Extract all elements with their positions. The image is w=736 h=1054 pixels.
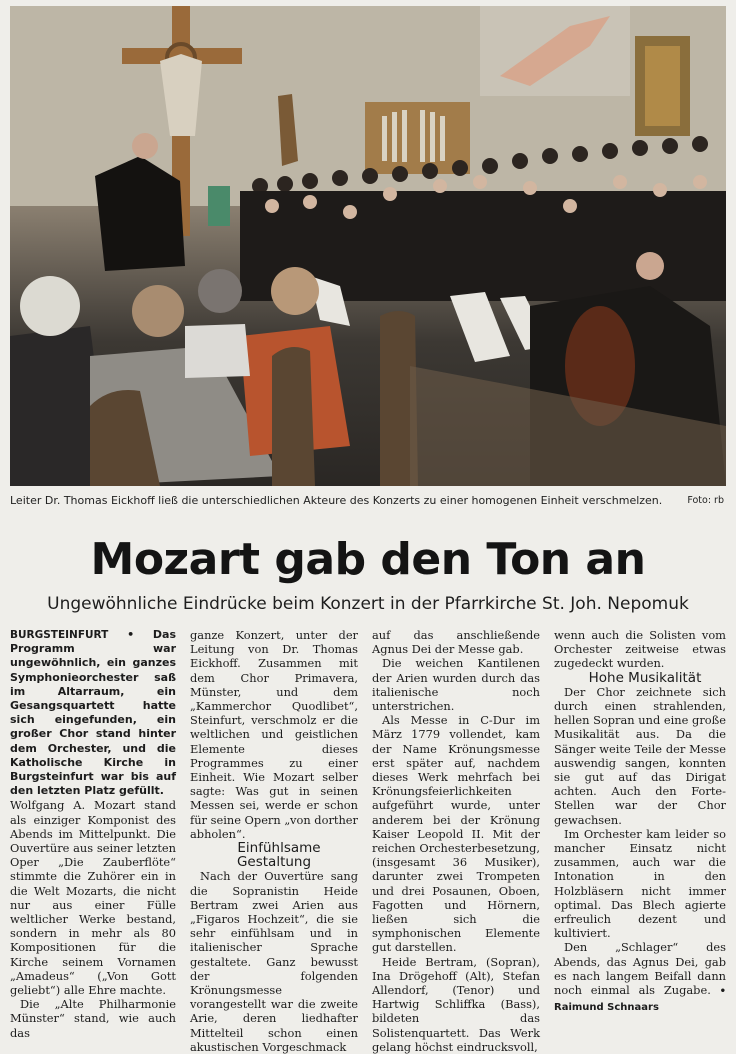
paragraph-text: Den „Schlager“ des Abends, das Agnus Dei, gab es nach langem Beifall dann noch einmal als Zugabe. xyxy=(554,940,726,998)
article-column-3 xyxy=(372,628,540,1054)
section-heading-gestaltung: Einfühlsame Gestaltung xyxy=(236,840,321,871)
paragraph: auf das anschließende Agnus Dei der Messe gab. xyxy=(372,628,540,657)
photo-illustration xyxy=(10,6,726,486)
article-headline: Mozart gab den Ton an xyxy=(90,534,646,585)
dateline: BURGSTEINFURT xyxy=(10,629,109,641)
article-column-2 xyxy=(190,628,358,1054)
paragraph xyxy=(554,940,726,1015)
caption-text: Leiter Dr. Thomas Eickhoff ließ die unterschiedlichen Akteure des Konzerts zu einer homogenen Einheit verschmelzen. xyxy=(10,494,663,507)
paragraph: Die weichen Kantilenen der Arien wurden durch das italienische noch unterstrichen. xyxy=(372,656,540,714)
paragraph: Die „Alte Philharmonie Münster“ stand, wie auch das xyxy=(10,997,176,1040)
paragraph: Heide Bertram, (Sopran), Ina Drögehoff (Alt), Stefan Allendorf, (Tenor) und Hartwig Schliffka (Bass), bildeten das Solistenquartett. Das Werk gelang höchst eindrucksvoll, xyxy=(372,954,540,1054)
paragraph: Nach der Ouvertüre sang die Sopranistin Heide Bertram zwei Arien aus „Figaros Hochzeit“, die sie sehr einfühlsam und in italienischer Sprache gestaltete. Ganz bewusst der folgenden Krönungsmesse vorangestellt war die zweite Arie, deren liedhafter Mittelteil schon einen akustischen Vorgeschmack xyxy=(190,869,358,1054)
paragraph: Als Messe in C-Dur im März 1779 vollendet, kam der Name Krönungsmesse erst später auf, nachdem dieses Werk mehrfach bei Krönungsfeierlichkeiten aufgeführt wurde, unter anderem bei der Krönung Kaiser Leopold II. Mit der reichen Orchesterbesetzung, (insgesamt 36 Musiker), darunter zwei Trompeten und drei Posaunen, Oboen, Fagotten und Hörnern, ließen sich die symphonischen Elemente gut darstellen. xyxy=(372,713,540,955)
article-subheadline: Ungewöhnliche Eindrücke beim Konzert in der Pfarrkirche St. Joh. Nepomuk xyxy=(47,594,689,614)
author-byline: • Raimund Schnaars xyxy=(554,986,726,1014)
paragraph: Im Orchester kam leider so mancher Einsatz nicht zusammen, auch war die Intonation in den Holzbläsern nicht immer optimal. Das Blech agierte erfreulich dezent und kultiviert. xyxy=(554,826,726,941)
article-column-4 xyxy=(554,628,726,1014)
paragraph: Der Chor zeichnete sich durch einen strahlenden, hellen Sopran und eine große Musikalität aus. Da die Sänger weite Teile der Messe auswendig sangen, konnten sie gut auf das Dirigat achten. Auch den Forte-Stellen war der Chor gewachsen. xyxy=(554,684,726,827)
paragraph: ganze Konzert, unter der Leitung von Dr. Thomas Eickhoff. Zusammen mit dem Chor Primavera, Münster, und dem „Kammerchor Quodlibet“, Steinfurt, verschmolz er die weltlichen und geistlichen Elemente dieses Programmes zu einer Einheit. Wie Mozart selber sagte: Was gut in seinen Messen sei, werde er schon für seine Opern „von dorther abholen“. xyxy=(190,628,358,841)
photo-credit: Foto: rb xyxy=(687,495,724,506)
lead-paragraph xyxy=(10,628,176,798)
photo-caption xyxy=(10,492,726,510)
article-column-1 xyxy=(10,628,176,1040)
concert-photo xyxy=(10,6,726,486)
paragraph: Wolfgang A. Mozart stand als einziger Komponist des Abends im Mittelpunkt. Die Ouvertüre aus seiner letzten Oper „Die Zauberflöte“ stimmte die Zuhörer ein in die Welt Mozarts, die nicht nur aus einer Fülle weltlicher Werke bestand, sondern in mehr als 80 Kompositionen für die Kirche seinem Vornamen „Amadeus“ („Von Gott geliebt“) alle Ehre machte. xyxy=(10,798,176,998)
lead-text: • Das Programm war ungewöhnlich, ein ganzes Symphonieorchester saß im Altarraum, ein Gesangsquartett hatte sich eingefunden, ein großer Chor stand hinter dem Orchester, und die Katholische Kirche in Burgsteinfurt war bis auf den letzten Platz gefüllt. xyxy=(10,628,176,798)
section-heading-musikalitaet: Hohe Musikalität xyxy=(588,669,702,686)
paragraph: wenn auch die Solisten vom Orchester zeitweise etwas zugedeckt wurden. xyxy=(554,628,726,671)
